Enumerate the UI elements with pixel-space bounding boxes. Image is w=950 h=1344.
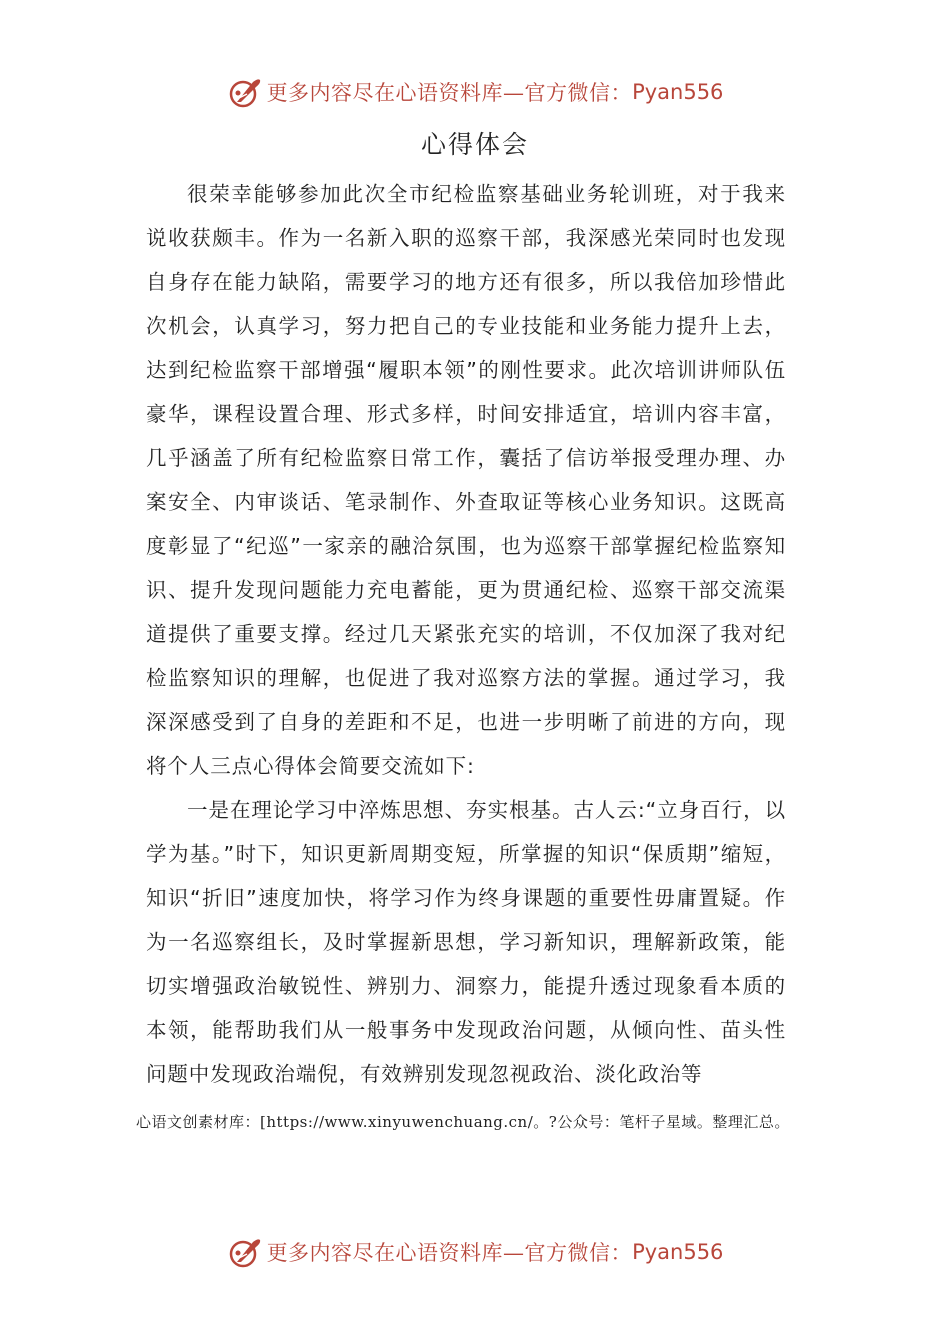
wechat-id: Pyan556 [632,80,724,104]
header-banner [0,72,950,112]
paragraph-1: 很荣幸能够参加此次全市纪检监察基础业务轮训班，对于我来说收获颇丰。作为一名新入职的巡察干部，我深感光荣同时也发现自身存在能力缺陷，需要学习的地方还有很多，所以我倍加珍惜此次机会，认真学习，努力把自己的专业技能和业务能力提升上去，达到纪检监察干部增强“履职本领”的刚性要求。此次培训讲师队伍豪华，课程设置合理、形式多样，时间安排适宜，培训内容丰富，几乎涵盖了所有纪检监察日常工作，囊括了信访举报受理办理、办案安全、内审谈话、笔录制作、外查取证等核心业务知识。这既高度彰显了“纪巡”一家亲的融洽氛围，也为巡察干部掌握纪检监察知识、提升发现问题能力充电蓄能，更为贯通纪检、巡察干部交流渠道提供了重要支撑。经过几天紧张充实的培训，不仅加深了我对纪检监察知识的理解，也促进了我对巡察方法的掌握。通过学习，我深深感受到了自身的差距和不足，也进一步明晰了前进的方向，现将个人三点心得体会简要交流如下: [146,182,786,778]
document-body [146,172,786,1096]
banner-text: 更多内容尽在心语资料库—官方微信： [266,1241,633,1265]
source-footnote: 心语文创素材库：[https://www.xinyuwenchuang.cn/。?公众号：笔杆子星域。整理汇总。 [136,1113,790,1131]
wechat-id: Pyan556 [632,1240,724,1264]
quill-pen-logo-icon [227,1234,263,1270]
banner-text: 更多内容尽在心语资料库—官方微信： [266,81,633,105]
quill-pen-logo-icon [227,74,263,110]
page-title: 心得体会 [420,130,529,159]
footer-banner [0,1232,950,1272]
paragraph-2: 一是在理论学习中淬炼思想、夯实根基。古人云:“立身百行，以学为基。”时下，知识更新周期变短，所掌握的知识“保质期”缩短，知识“折旧”速度加快，将学习作为终身课题的重要性毋庸置疑。作为一名巡察组长，及时掌握新思想，学习新知识，理解新政策，能切实增强政治敏锐性、辨别力、洞察力，能提升透过现象看本质的本领，能帮助我们从一般事务中发现政治问题，从倾向性、苗头性问题中发现政治端倪，有效辨别发现忽视政治、淡化政治等 [146,798,786,1086]
